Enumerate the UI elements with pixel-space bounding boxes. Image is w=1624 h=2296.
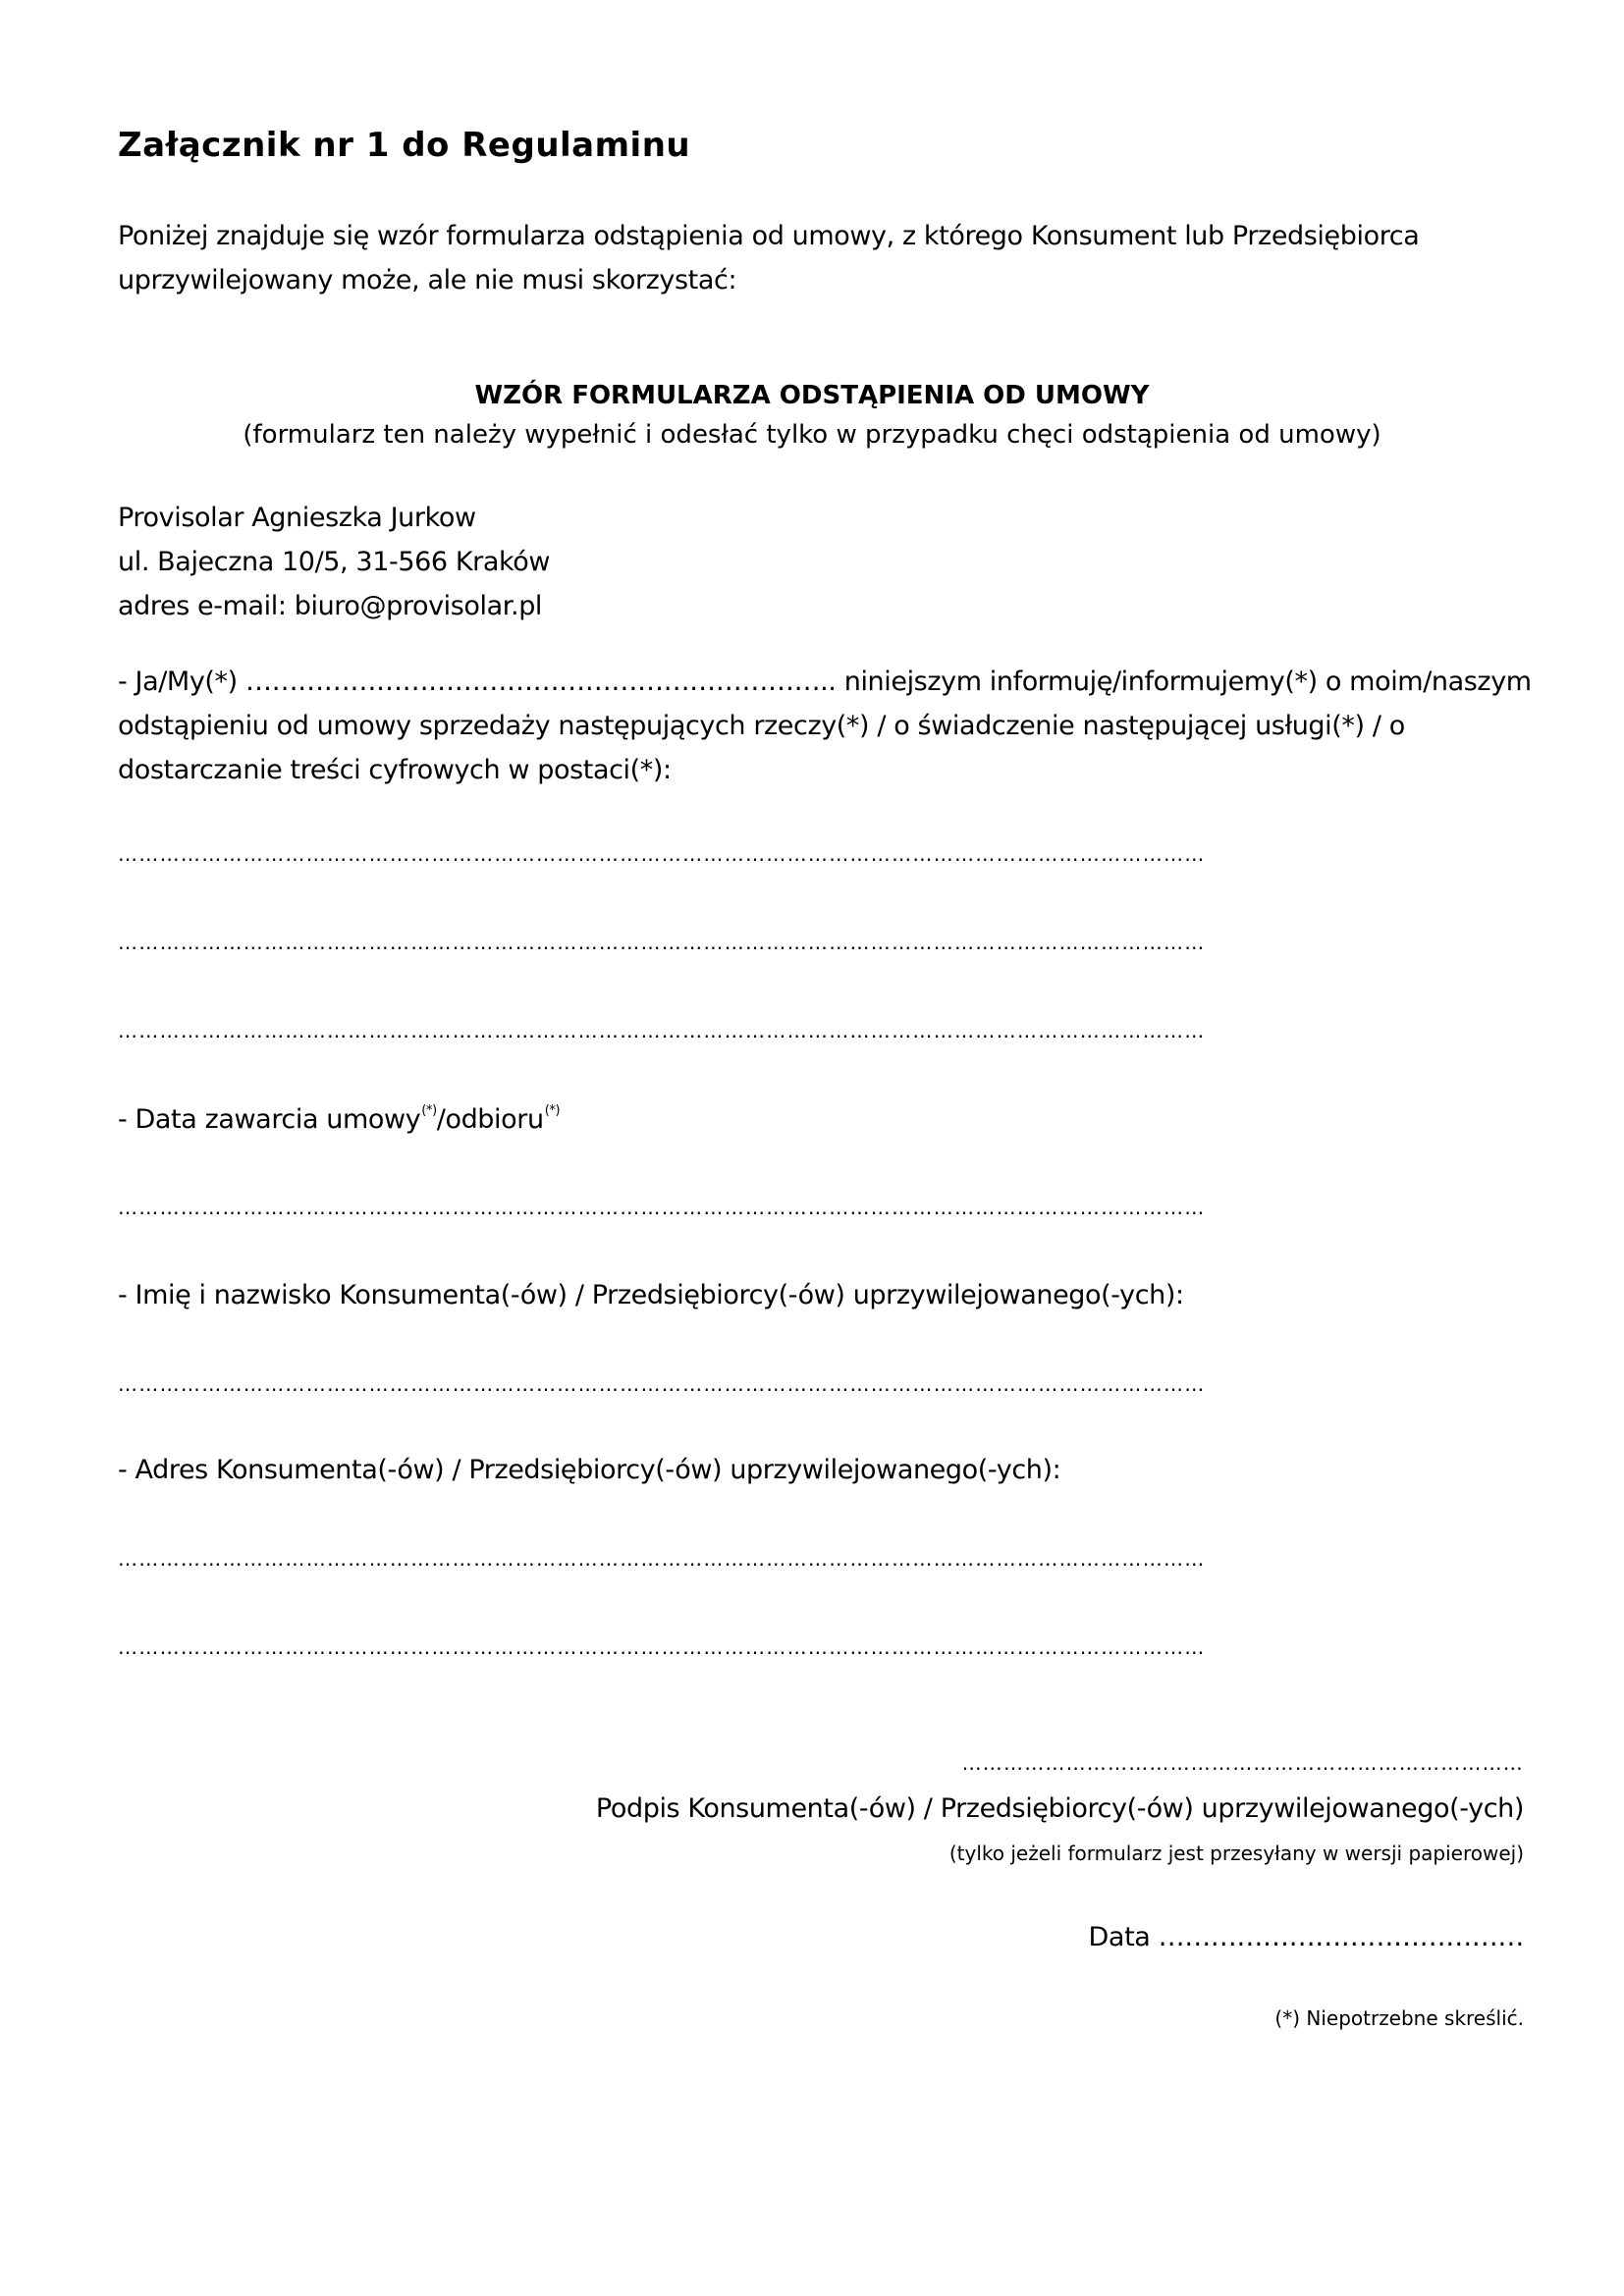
contract-date-fill-line[interactable]: ………………………………………………………………………………………………………………………………………… [118,1196,1206,1219]
company-block [118,496,550,628]
company-email: adres e-mail: biuro@provisolar.pl [118,591,543,621]
form-subtitle: (formularz ten należy wypełnić i odesłać tylko w przypadku chęci odstąpienia od umowy) [243,420,1381,450]
declaration-paragraph [118,660,1532,792]
company-name: Provisolar Agnieszka Jurkow [118,503,476,533]
address-fill-line-1[interactable]: ………………………………………………………………………………………………………………………………………… [118,1547,1206,1571]
name-fill-line[interactable]: ………………………………………………………………………………………………………………………………………… [118,1372,1206,1396]
form-title: WZÓR FORMULARZA ODSTĄPIENIA OD UMOWY [474,381,1150,410]
address-fill-line-2[interactable]: ………………………………………………………………………………………………………………………………………… [118,1635,1206,1659]
intro-paragraph: Poniżej znajduje się wzór formularza odstąpienia od umowy, z którego Konsument lub Przedsiębiorca uprzywilejowany może, ale nie musi skorzystać: [118,221,1420,295]
company-address: ul. Bajeczna 10/5, 31-566 Kraków [118,547,551,577]
declaration-prefix: - Ja/My(*) [118,667,245,697]
signature-note: (tylko jeżeli formularz jest przesyłany w wersji papierowej) [948,1842,1524,1865]
address-label: - Adres Konsumenta(-ów) / Przedsiębiorcy(-ów) uprzywilejowanego(-ych): [118,1455,1061,1485]
footnote: (*) Niepotrzebne skreślić. [1274,2006,1524,2030]
name-label: - Imię i nazwisko Konsumenta(-ów) / Przedsiębiorcy(-ów) uprzywilejowanego(-ych): [118,1280,1184,1310]
items-fill-line-3[interactable]: ………………………………………………………………………………………………………………………………………… [118,1019,1206,1042]
declaration-name-blank[interactable]: ………………………………………………………….. [244,667,837,697]
contract-date-text: - Data zawarcia umowy [118,1104,421,1135]
contract-date-label [118,1103,560,1135]
signature-label: Podpis Konsumenta(-ów) / Przedsiębiorcy(-ów) uprzywilejowanego(-ych) [595,1793,1524,1824]
document-title: Załącznik nr 1 do Regulaminu [118,126,691,165]
contract-date-note: (*) [421,1103,437,1118]
date-label: Data [1088,1922,1159,1952]
declaration-rest: niniejszym informuję/informujemy(*) o moim/naszym odstąpieniu od umowy sprzedaży następujących rzeczy(*) / o świadczenie następującej usługi(*) / o dostarczanie treści cyfrowych w postaci(*): [118,667,1532,785]
receipt-date-note: (*) [544,1103,561,1118]
signature-fill-line[interactable]: ……………………………………………………………………… [961,1751,1524,1775]
items-fill-line-2[interactable]: ………………………………………………………………………………………………………………………………………… [118,931,1206,954]
date-fill-line[interactable]: …………………………………… [1158,1922,1524,1952]
receipt-date-text: /odbioru [436,1104,544,1135]
items-fill-line-1[interactable]: ………………………………………………………………………………………………………………………………………… [118,842,1206,866]
date-field [1089,1922,1524,1952]
